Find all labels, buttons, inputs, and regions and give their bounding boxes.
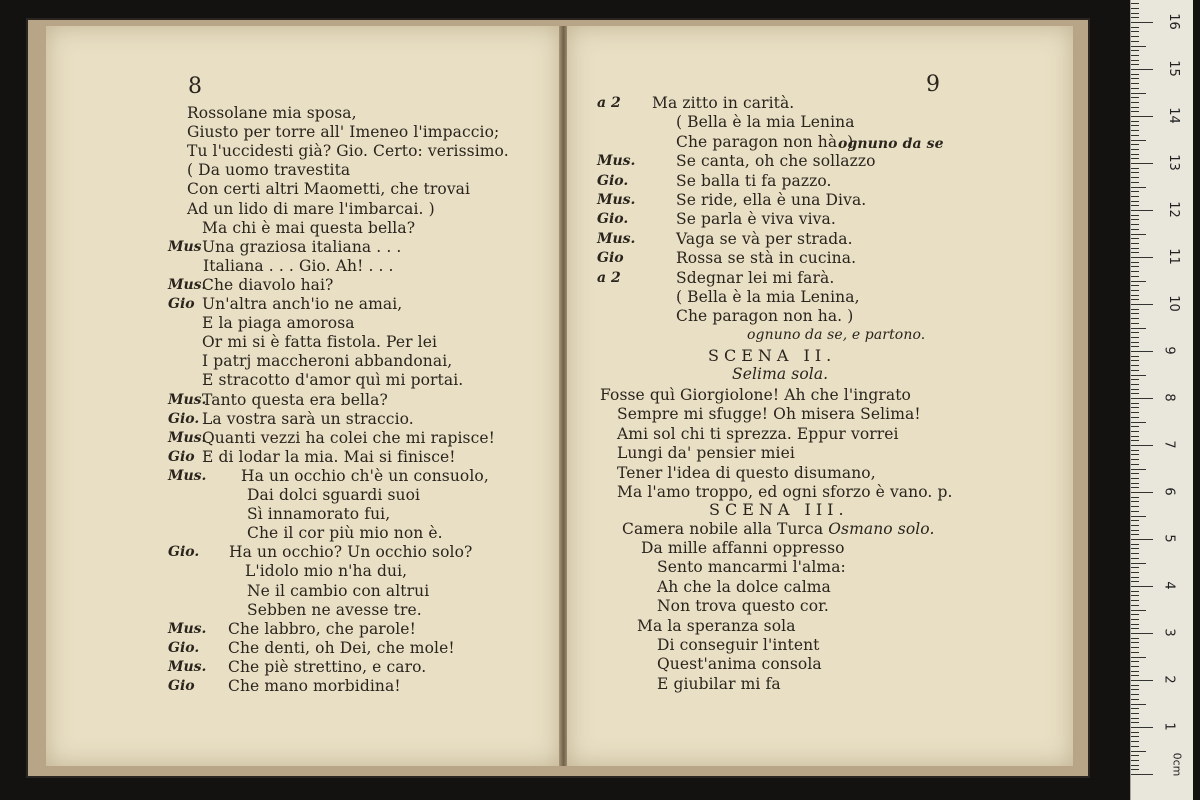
speaker-label: Gio.: [597, 211, 629, 228]
ruler-tick: [1131, 55, 1139, 56]
ruler-tick: [1131, 93, 1146, 94]
ruler-tick: [1131, 3, 1139, 4]
ruler-tick: [1131, 158, 1139, 159]
ruler-tick: [1131, 699, 1139, 700]
ruler-tick: [1131, 610, 1146, 611]
ruler-cm-label: 13: [1165, 154, 1181, 171]
ruler-cm-label: 14: [1165, 107, 1181, 124]
ruler-tick: [1131, 614, 1139, 615]
ruler-tick: [1131, 553, 1139, 554]
text-line: Che piè strettino, e caro.: [228, 657, 427, 676]
text-line: E giubilar mi fa: [657, 674, 781, 693]
ruler-tick: [1131, 88, 1139, 89]
ruler-tick: [1131, 548, 1139, 549]
speaker-label: a 2: [597, 269, 621, 286]
text-line: Sebben ne avesse tre.: [247, 600, 422, 619]
ruler-tick: [1131, 154, 1139, 155]
text-line: Sempre mi sfugge! Oh misera Selima!: [617, 405, 921, 424]
ruler-tick: [1131, 149, 1139, 150]
ruler-tick: [1131, 299, 1139, 300]
ruler-tick: [1131, 445, 1153, 446]
text-line: Sì innamorato fui,: [247, 505, 391, 524]
ruler-tick: [1131, 511, 1139, 512]
ruler-tick: [1131, 671, 1139, 672]
text-line: Tu l'uccidesti già? Gio. Certo: verissimo.: [187, 142, 509, 161]
ruler-tick: [1131, 375, 1146, 376]
ruler-tick: [1131, 657, 1146, 658]
ruler-tick: [1131, 111, 1139, 112]
ruler-tick: [1131, 238, 1139, 239]
ruler-tick: [1131, 262, 1139, 263]
text-line: Giusto per torre all' Imeneo l'impaccio;: [187, 123, 500, 142]
ruler-zero-label: 0cm: [1170, 752, 1184, 777]
ruler-tick: [1131, 346, 1139, 347]
ruler-tick: [1131, 619, 1139, 620]
ruler-cm-label: 12: [1165, 201, 1181, 218]
ruler-tick: [1131, 487, 1139, 488]
ruler-tick: [1131, 351, 1153, 352]
ruler-tick: [1131, 774, 1153, 775]
ruler-tick: [1131, 8, 1139, 9]
ruler-tick: [1131, 633, 1153, 634]
ruler-tick: [1131, 544, 1139, 545]
ruler-tick: [1131, 605, 1139, 606]
ruler-tick: [1131, 520, 1139, 521]
ruler-tick: [1131, 389, 1139, 390]
text-line: Or mi si è fatta fistola. Per lei: [202, 333, 438, 352]
text-line: La vostra sarà un straccio.: [202, 409, 414, 428]
ruler-tick: [1131, 666, 1139, 667]
page-number-left: 8: [188, 74, 202, 99]
ruler-tick: [1131, 323, 1139, 324]
ruler-tick: [1131, 304, 1153, 305]
text-line: Una graziosa italiana . . .: [202, 237, 402, 256]
text-line: Tanto questa era bella?: [202, 390, 388, 409]
text-line: Di conseguir l'intent: [657, 636, 820, 654]
text-line: Quest'anima consola: [657, 655, 822, 674]
ruler-tick: [1131, 163, 1153, 164]
text-line: E di lodar la mia. Mai si finisce!: [202, 447, 456, 466]
ruler-tick: [1131, 732, 1139, 733]
ruler-tick: [1131, 516, 1146, 517]
ruler-tick: [1131, 450, 1139, 451]
text-line: Rossa se stà in cucina.: [676, 249, 857, 268]
text-line: Che il cor più mio non è.: [247, 524, 443, 543]
ruler-tick: [1131, 257, 1153, 258]
text-line: Che mano morbidina!: [228, 677, 401, 695]
ruler-tick: [1131, 140, 1146, 141]
scene-heading: SCENA III.: [709, 500, 849, 519]
speaker-label: Mus.: [168, 429, 207, 446]
ruler-tick: [1131, 379, 1139, 380]
speaker-label: Gio: [168, 448, 195, 465]
ruler-tick: [1131, 313, 1139, 314]
ruler-tick: [1131, 36, 1139, 37]
ruler-cm-label: 7: [1161, 440, 1177, 449]
text-line: Che diavolo hai?: [202, 275, 334, 294]
ruler-cm-label: 10: [1165, 295, 1181, 312]
ruler-tick: [1131, 506, 1139, 507]
speaker-label: Mus.: [597, 153, 636, 170]
ruler-tick: [1131, 403, 1139, 404]
ruler-tick: [1131, 22, 1153, 23]
ruler-cm-label: 15: [1165, 60, 1181, 77]
ruler-tick: [1131, 577, 1139, 578]
ruler-tick: [1131, 177, 1139, 178]
text-line: Che paragon non hà. ): [676, 132, 854, 151]
ruler-cm-label: 11: [1165, 248, 1181, 265]
ruler-tick: [1131, 422, 1146, 423]
ruler-tick: [1131, 473, 1139, 474]
ruler-tick: [1131, 102, 1139, 103]
ruler-tick: [1131, 638, 1139, 639]
text-line: Che denti, oh Dei, che mole!: [228, 638, 455, 657]
speaker-label: Mus.: [168, 391, 207, 408]
stage-direction: ognuno da se, e partono.: [747, 327, 926, 343]
ruler-tick: [1131, 281, 1146, 282]
ruler-tick: [1131, 97, 1139, 98]
ruler-tick: [1131, 558, 1139, 559]
ruler-tick: [1131, 765, 1139, 766]
ruler-tick: [1131, 144, 1139, 145]
speaker-label: Mus.: [597, 230, 636, 247]
ruler-tick: [1131, 704, 1146, 705]
speaker-label: Mus.: [168, 467, 207, 484]
text-line: Se canta, oh che sollazzo: [676, 152, 876, 171]
text-line: Sento mancarmi l'alma:: [657, 558, 846, 577]
ruler-tick: [1131, 229, 1139, 230]
ruler-tick: [1131, 130, 1139, 131]
ruler-tick: [1131, 318, 1139, 319]
text-line: E stracotto d'amor quì mi portai.: [202, 371, 464, 390]
ruler-tick: [1131, 266, 1139, 267]
ruler-tick: [1131, 271, 1139, 272]
ruler-tick: [1131, 276, 1139, 277]
ruler-tick: [1131, 464, 1139, 465]
ruler-tick: [1131, 736, 1139, 737]
text-line: Se balla ti fa pazzo.: [676, 171, 832, 190]
ruler-tick: [1131, 342, 1139, 343]
ruler-tick: [1131, 417, 1139, 418]
ruler-tick: [1131, 407, 1139, 408]
ruler-tick: [1131, 492, 1153, 493]
scene-subtitle: Selima sola.: [732, 365, 829, 383]
ruler-tick: [1131, 337, 1139, 338]
ruler-tick: [1131, 581, 1139, 582]
ruler-tick: [1131, 459, 1139, 460]
ruler-tick: [1131, 78, 1139, 79]
ruler-tick: [1131, 680, 1153, 681]
ruler-tick: [1131, 60, 1139, 61]
ruler-cm-label: 5: [1161, 534, 1177, 543]
text-line: Da mille affanni oppresso: [641, 539, 845, 557]
ruler-tick: [1131, 365, 1139, 366]
ruler-tick: [1131, 642, 1139, 643]
ruler-tick: [1131, 309, 1139, 310]
ruler-tick: [1131, 689, 1139, 690]
ruler-tick: [1131, 17, 1139, 18]
text-line: Ami sol chi ti sprezza. Eppur vorrei: [617, 424, 899, 443]
speaker-label: Mus: [168, 238, 202, 255]
ruler-tick: [1131, 708, 1139, 709]
ruler-tick: [1131, 196, 1139, 197]
ruler-tick: [1131, 370, 1139, 371]
speaker-label: Mus.: [168, 276, 207, 293]
ruler-cm-label: 4: [1161, 581, 1177, 590]
ruler-tick: [1131, 219, 1139, 220]
right-page: [567, 26, 1073, 766]
speaker-label: Mus.: [168, 620, 207, 637]
ruler-tick: [1131, 534, 1139, 535]
speaker-label: Mus.: [168, 658, 207, 675]
ruler-tick: [1131, 497, 1139, 498]
text-line: Che paragon non ha. ): [676, 307, 854, 326]
ruler-tick: [1131, 718, 1139, 719]
ruler-tick: [1131, 252, 1139, 253]
text-line: Rossolane mia sposa,: [187, 104, 357, 122]
ruler-tick: [1131, 412, 1139, 413]
ruler-tick: [1131, 530, 1139, 531]
text-line: Ma la speranza sola: [637, 616, 796, 635]
speaker-label: Gio: [168, 296, 195, 312]
stage-direction: ognuno da se: [838, 136, 944, 152]
text-line: Ma zitto in carità.: [652, 94, 795, 112]
ruler-tick: [1131, 205, 1139, 206]
ruler-tick: [1131, 572, 1139, 573]
speaker-label: Gio: [597, 250, 624, 267]
measurement-ruler: [1130, 0, 1193, 800]
text-line: Ma l'amo troppo, ed ogni sforzo è vano. p.: [617, 483, 953, 501]
ruler-tick: [1131, 74, 1139, 75]
ruler-tick: [1131, 675, 1139, 676]
ruler-tick: [1131, 46, 1146, 47]
ruler-tick: [1131, 647, 1139, 648]
scene-setting: Camera nobile alla Turca Osmano solo.: [622, 520, 935, 538]
ruler-tick: [1131, 234, 1146, 235]
text-line: ( Bella è la mia Lenina,: [676, 288, 860, 306]
text-line: Un'altra anch'io ne amai,: [202, 295, 403, 313]
ruler-tick: [1131, 661, 1139, 662]
ruler-cm-label: 3: [1161, 628, 1177, 637]
text-line: Ha un occhio? Un occhio solo?: [229, 543, 473, 562]
ruler-tick: [1131, 586, 1153, 587]
text-line: Fosse quì Giorgiolone! Ah che l'ingrato: [600, 386, 911, 404]
ruler-tick: [1131, 187, 1146, 188]
ruler-cm-label: 8: [1161, 393, 1177, 402]
text-line: Se ride, ella è una Diva.: [676, 191, 867, 209]
ruler-tick: [1131, 727, 1153, 728]
text-line: Quanti vezzi ha colei che mi rapisce!: [202, 428, 495, 447]
ruler-cm-label: 9: [1161, 346, 1177, 355]
ruler-tick: [1131, 328, 1146, 329]
ruler-tick: [1131, 769, 1139, 770]
ruler-cm-label: 1: [1161, 722, 1177, 731]
ruler-tick: [1131, 116, 1153, 117]
text-line: E la piaga amorosa: [202, 314, 355, 333]
ruler-tick: [1131, 595, 1139, 596]
ruler-tick: [1131, 69, 1153, 70]
ruler-tick: [1131, 243, 1139, 244]
text-line: Che labbro, che parole!: [228, 619, 416, 638]
ruler-tick: [1131, 295, 1139, 296]
ruler-tick: [1131, 182, 1139, 183]
ruler-tick: [1131, 567, 1139, 568]
text-line: Ad un lido di mare l'imbarcai. ): [187, 199, 435, 218]
text-line: Non trova questo cor.: [657, 597, 829, 616]
ruler-tick: [1131, 525, 1139, 526]
ruler-tick: [1131, 384, 1139, 385]
ruler-tick: [1131, 64, 1139, 65]
speaker-label: Mus.: [597, 192, 636, 208]
ruler-tick: [1131, 685, 1139, 686]
ruler-tick: [1131, 285, 1139, 286]
ruler-tick: [1131, 393, 1139, 394]
ruler-tick: [1131, 83, 1139, 84]
ruler-tick: [1131, 107, 1139, 108]
text-line: Lungi da' pensier miei: [617, 444, 795, 463]
ruler-tick: [1131, 600, 1139, 601]
text-line: Sdegnar lei mi farà.: [676, 268, 835, 287]
ruler-tick: [1131, 426, 1139, 427]
ruler-tick: [1131, 431, 1139, 432]
scene-heading: SCENA II.: [708, 346, 837, 365]
ruler-tick: [1131, 398, 1153, 399]
speaker-label: a 2: [597, 95, 621, 111]
ruler-tick: [1131, 290, 1139, 291]
ruler-tick: [1131, 172, 1139, 173]
text-line: ( Bella è la mia Lenina: [676, 113, 855, 132]
left-page: [46, 26, 560, 766]
ruler-tick: [1131, 652, 1139, 653]
ruler-tick: [1131, 741, 1139, 742]
ruler-tick: [1131, 168, 1139, 169]
ruler-tick: [1131, 332, 1139, 333]
ruler-tick: [1131, 224, 1139, 225]
ruler-tick: [1131, 50, 1139, 51]
ruler-tick: [1131, 356, 1139, 357]
text-line: Italiana . . . Gio. Ah! . . .: [203, 256, 394, 275]
ruler-tick: [1131, 478, 1139, 479]
ruler-tick: [1131, 248, 1139, 249]
ruler-tick: [1131, 746, 1139, 747]
ruler-tick: [1131, 360, 1139, 361]
ruler-tick: [1131, 694, 1139, 695]
text-line: Se parla è viva viva.: [676, 210, 836, 229]
text-line: Con certi altri Maometti, che trovai: [187, 180, 471, 199]
ruler-tick: [1131, 539, 1153, 540]
text-line: Dai dolci sguardi suoi: [247, 486, 421, 504]
ruler-tick: [1131, 27, 1139, 28]
ruler-tick: [1131, 722, 1139, 723]
page-number-right: 9: [926, 72, 940, 97]
ruler-tick: [1131, 628, 1139, 629]
ruler-cm-label: 2: [1161, 675, 1177, 684]
ruler-tick: [1131, 31, 1139, 32]
text-line: Vaga se và per strada.: [676, 229, 853, 248]
ruler-tick: [1131, 591, 1139, 592]
ruler-tick: [1131, 215, 1139, 216]
ruler-tick: [1131, 501, 1139, 502]
text-line: Ma chi è mai questa bella?: [202, 218, 416, 237]
ruler-tick: [1131, 13, 1139, 14]
ruler-tick: [1131, 483, 1139, 484]
text-line: Ah che la dolce calma: [657, 577, 831, 596]
speaker-label: Gio.: [597, 172, 629, 189]
ruler-tick: [1131, 755, 1139, 756]
ruler-tick: [1131, 41, 1139, 42]
ruler-tick: [1131, 563, 1146, 564]
text-line: Ne il cambio con altrui: [247, 581, 430, 600]
speaker-label: Gio.: [168, 639, 200, 656]
speaker-label: Gio.: [168, 410, 200, 427]
ruler-tick: [1131, 440, 1139, 441]
ruler-tick: [1131, 454, 1139, 455]
ruler-tick: [1131, 210, 1153, 211]
ruler-tick: [1131, 121, 1139, 122]
ruler-tick: [1131, 125, 1139, 126]
ruler-cm-label: 6: [1161, 487, 1177, 496]
speaker-label: Gio: [168, 678, 195, 694]
text-line: L'idolo mio n'ha dui,: [245, 562, 408, 581]
speaker-label: Gio.: [168, 544, 200, 561]
text-line: I patrj maccheroni abbandonai,: [202, 352, 453, 371]
ruler-tick: [1131, 751, 1146, 752]
ruler-tick: [1131, 436, 1139, 437]
ruler-tick: [1131, 624, 1139, 625]
ruler-tick: [1131, 135, 1139, 136]
text-line: Tener l'idea di questo disumano,: [617, 463, 876, 482]
text-line: Ha un occhio ch'è un consuolo,: [241, 466, 489, 485]
ruler-tick: [1131, 713, 1139, 714]
ruler-cm-label: 16: [1165, 13, 1181, 30]
ruler-tick: [1131, 201, 1139, 202]
ruler-tick: [1131, 760, 1139, 761]
ruler-tick: [1131, 191, 1139, 192]
text-line: ( Da uomo travestita: [187, 161, 351, 180]
ruler-tick: [1131, 469, 1146, 470]
